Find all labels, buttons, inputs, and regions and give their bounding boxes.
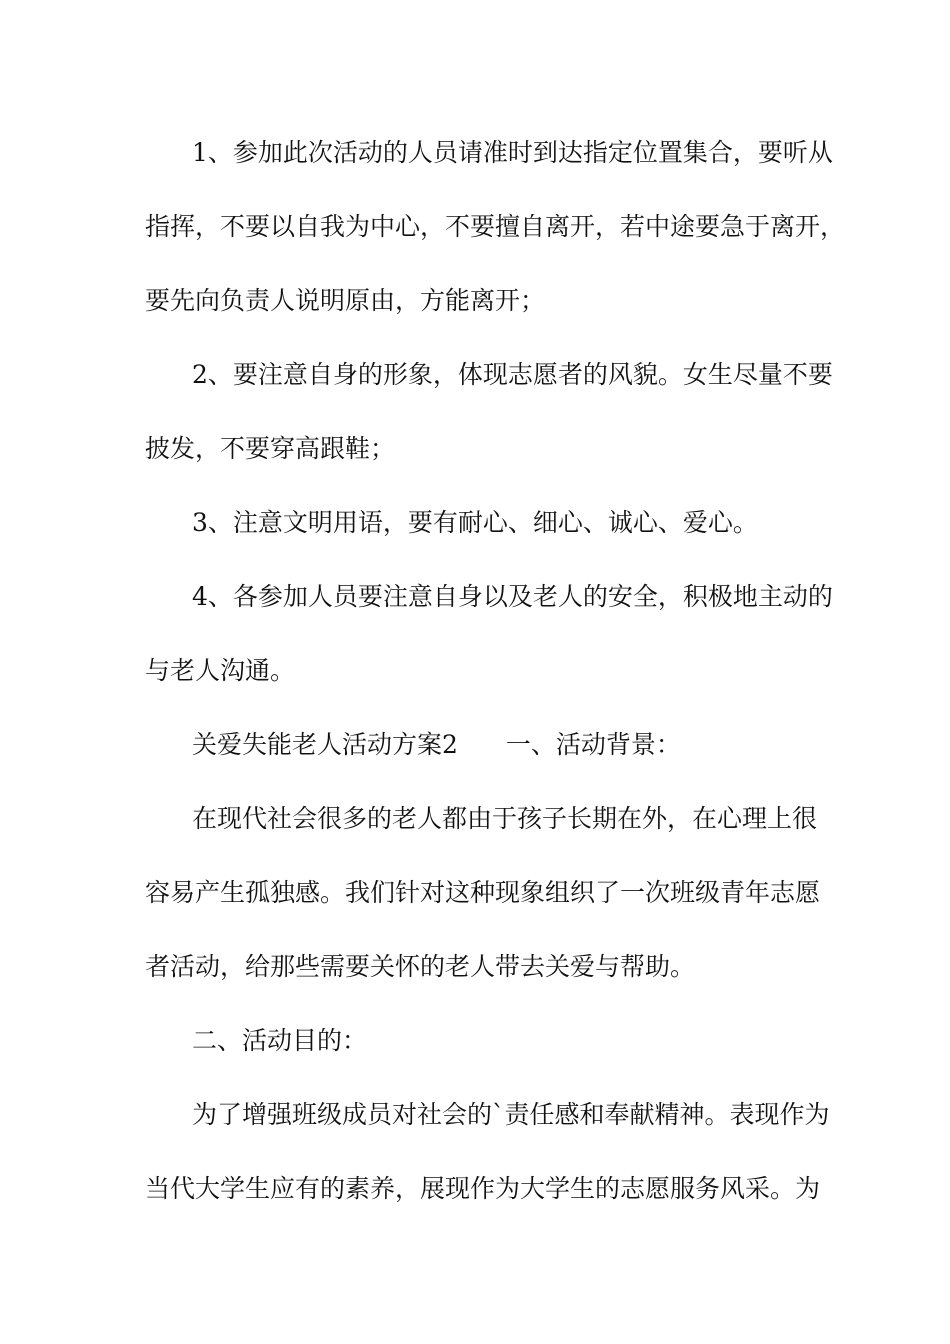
section-heading-background: 一、活动背景：: [505, 730, 681, 759]
paragraph-5-line-3: 者活动，给那些需要关怀的老人带去关爱与帮助。: [145, 952, 696, 981]
paragraph-2-line-2: 披发，不要穿高跟鞋；: [145, 434, 396, 463]
section-heading-purpose: 二、活动目的：: [192, 1026, 368, 1055]
section-title-line: [192, 728, 681, 762]
paragraph-1-line-2: 指挥，不要以自我为中心，不要擅自离开，若中途要急于离开，: [145, 212, 846, 241]
paragraph-4-line-1: 4、各参加人员要注意自身以及老人的安全，积极地主动的: [192, 582, 833, 611]
paragraph-2-line-1: 2、要注意自身的形象，体现志愿者的风貌。女生尽量不要: [192, 360, 833, 389]
paragraph-5-line-1: 在现代社会很多的老人都由于孩子长期在外，在心理上很: [192, 804, 818, 833]
paragraph-1-line-1: 1、参加此次活动的人员请准时到达指定位置集合，要听从: [192, 138, 833, 167]
paragraph-6-line-1: 为了增强班级成员对社会的`责任感和奉献精神。表现作为: [192, 1100, 830, 1129]
section-title: 关爱失能老人活动方案2: [192, 730, 458, 759]
paragraph-6-line-2: 当代大学生应有的素养，展现作为大学生的志愿服务风采。为: [145, 1174, 821, 1203]
paragraph-4-line-2: 与老人沟通。: [145, 656, 296, 685]
paragraph-1-line-3: 要先向负责人说明原由，方能离开；: [145, 286, 546, 315]
paragraph-5-line-2: 容易产生孤独感。我们针对这种现象组织了一次班级青年志愿: [145, 878, 821, 907]
paragraph-3-line-1: 3、注意文明用语，要有耐心、细心、诚心、爱心。: [192, 508, 758, 537]
